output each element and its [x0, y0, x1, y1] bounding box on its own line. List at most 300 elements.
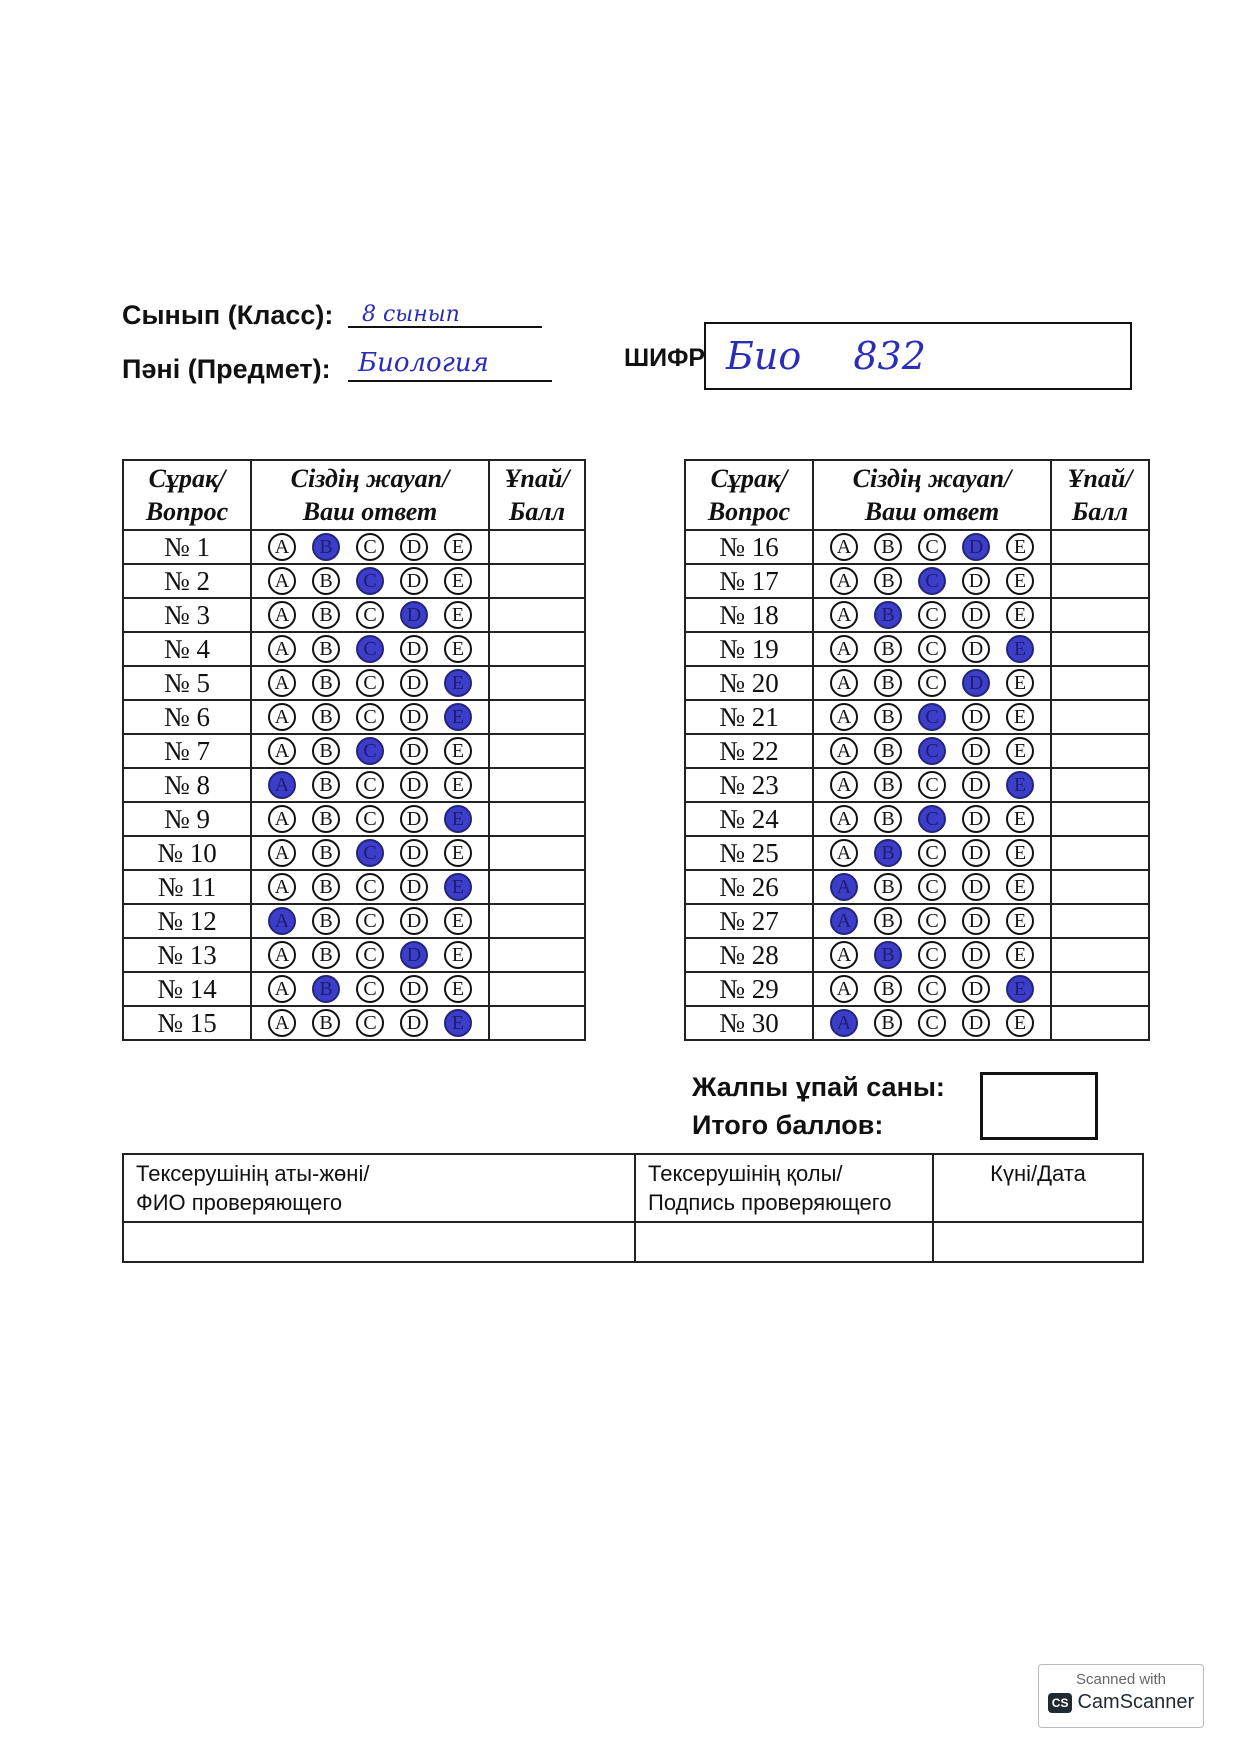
answer-options — [813, 972, 1051, 1006]
option-bubble-c[interactable]: C — [356, 601, 384, 629]
option-bubble-c[interactable]: C — [918, 941, 946, 969]
option-bubble-d[interactable]: D — [962, 601, 990, 629]
class-value[interactable]: 8 сынып — [362, 302, 460, 327]
option-bubble-c[interactable]: C — [918, 737, 946, 765]
score-cell[interactable] — [1051, 802, 1149, 836]
question-row — [123, 870, 585, 904]
option-bubble-d[interactable]: D — [400, 567, 428, 595]
option-bubble-b[interactable]: B — [312, 907, 340, 935]
option-bubble-e[interactable]: E — [444, 805, 472, 833]
option-bubble-e[interactable]: E — [1006, 771, 1034, 799]
option-bubble-d[interactable]: D — [962, 771, 990, 799]
answer-options — [251, 734, 489, 768]
answer-options — [813, 632, 1051, 666]
question-number: № 24 — [685, 802, 813, 836]
question-row — [123, 632, 585, 666]
option-bubble-c[interactable]: C — [356, 635, 384, 663]
answer-options — [251, 938, 489, 972]
option-bubble-d[interactable]: D — [400, 1009, 428, 1037]
option-bubble-a[interactable]: A — [830, 873, 858, 901]
option-bubble-d[interactable]: D — [400, 839, 428, 867]
option-bubble-e[interactable]: E — [1006, 907, 1034, 935]
answer-options — [251, 564, 489, 598]
option-bubble-c[interactable]: C — [356, 567, 384, 595]
answer-options — [813, 530, 1051, 564]
answer-options — [813, 938, 1051, 972]
score-cell[interactable] — [489, 836, 585, 870]
watermark-line1: Scanned with — [1075, 1671, 1167, 1688]
question-number: № 8 — [123, 768, 251, 802]
question-number: № 26 — [685, 870, 813, 904]
option-bubble-b[interactable]: B — [874, 703, 902, 731]
answer-options — [813, 904, 1051, 938]
question-row — [685, 836, 1149, 870]
option-bubble-e[interactable]: E — [444, 873, 472, 901]
signature-table — [122, 1153, 1144, 1263]
option-bubble-a[interactable]: A — [830, 737, 858, 765]
answer-options — [813, 870, 1051, 904]
answer-options — [251, 530, 489, 564]
question-number: № 27 — [685, 904, 813, 938]
option-bubble-b[interactable]: B — [874, 771, 902, 799]
option-bubble-e[interactable]: E — [444, 533, 472, 561]
option-bubble-a[interactable]: A — [268, 601, 296, 629]
score-cell[interactable] — [1051, 870, 1149, 904]
question-number: № 2 — [123, 564, 251, 598]
camscanner-watermark — [1038, 1664, 1204, 1728]
option-bubble-a[interactable]: A — [268, 737, 296, 765]
option-bubble-c[interactable]: C — [356, 1009, 384, 1037]
option-bubble-a[interactable]: A — [830, 703, 858, 731]
option-bubble-d[interactable]: D — [400, 669, 428, 697]
header-score: Ұпай/ Балл — [489, 460, 585, 530]
total-label-ru: Итого баллов: — [692, 1110, 884, 1140]
option-bubble-d[interactable]: D — [962, 1009, 990, 1037]
cipher-label: ШИФР — [624, 344, 706, 372]
option-bubble-a[interactable]: A — [268, 533, 296, 561]
inspector-name-header: Тексерушінің аты-жөні/ ФИО проверяющего — [123, 1154, 635, 1222]
option-bubble-c[interactable]: C — [356, 669, 384, 697]
option-bubble-d[interactable]: D — [962, 873, 990, 901]
score-cell[interactable] — [489, 938, 585, 972]
question-row — [123, 904, 585, 938]
score-cell[interactable] — [1051, 564, 1149, 598]
answer-options — [251, 802, 489, 836]
question-number: № 7 — [123, 734, 251, 768]
option-bubble-e[interactable]: E — [1006, 839, 1034, 867]
answer-options — [813, 768, 1051, 802]
score-cell[interactable] — [489, 1006, 585, 1040]
cipher-box[interactable] — [704, 322, 1132, 390]
option-bubble-d[interactable]: D — [400, 805, 428, 833]
question-number: № 16 — [685, 530, 813, 564]
option-bubble-a[interactable]: A — [268, 771, 296, 799]
option-bubble-b[interactable]: B — [874, 601, 902, 629]
option-bubble-b[interactable]: B — [312, 975, 340, 1003]
option-bubble-d[interactable]: D — [962, 907, 990, 935]
score-cell[interactable] — [489, 700, 585, 734]
option-bubble-c[interactable]: C — [356, 873, 384, 901]
option-bubble-d[interactable]: D — [400, 533, 428, 561]
question-number: № 6 — [123, 700, 251, 734]
question-number: № 9 — [123, 802, 251, 836]
option-bubble-d[interactable]: D — [962, 805, 990, 833]
option-bubble-a[interactable]: A — [268, 635, 296, 663]
option-bubble-e[interactable]: E — [1006, 635, 1034, 663]
option-bubble-b[interactable]: B — [312, 533, 340, 561]
answer-options — [813, 734, 1051, 768]
answer-table-right — [684, 459, 1150, 1041]
option-bubble-b[interactable]: B — [874, 907, 902, 935]
question-number: № 5 — [123, 666, 251, 700]
option-bubble-d[interactable]: D — [962, 703, 990, 731]
answer-options — [251, 1006, 489, 1040]
header-question: Сұрақ/ Вопрос — [123, 460, 251, 530]
option-bubble-e[interactable]: E — [1006, 669, 1034, 697]
score-cell[interactable] — [1051, 666, 1149, 700]
question-row — [685, 904, 1149, 938]
question-number: № 12 — [123, 904, 251, 938]
option-bubble-b[interactable]: B — [874, 873, 902, 901]
answer-options — [251, 666, 489, 700]
inspector-signature-field[interactable] — [635, 1222, 933, 1262]
header-score: Ұпай/ Балл — [1051, 460, 1149, 530]
option-bubble-b[interactable]: B — [874, 975, 902, 1003]
score-cell[interactable] — [489, 870, 585, 904]
option-bubble-e[interactable]: E — [1006, 873, 1034, 901]
option-bubble-e[interactable]: E — [444, 567, 472, 595]
option-bubble-b[interactable]: B — [874, 941, 902, 969]
subject-value[interactable]: Биология — [358, 348, 489, 378]
question-row — [685, 1006, 1149, 1040]
option-bubble-b[interactable]: B — [874, 533, 902, 561]
score-cell[interactable] — [1051, 972, 1149, 1006]
answer-options — [251, 904, 489, 938]
question-row — [123, 734, 585, 768]
option-bubble-e[interactable]: E — [444, 601, 472, 629]
option-bubble-e[interactable]: E — [444, 839, 472, 867]
answer-options — [813, 666, 1051, 700]
question-number: № 28 — [685, 938, 813, 972]
option-bubble-b[interactable]: B — [874, 805, 902, 833]
question-row — [123, 768, 585, 802]
option-bubble-e[interactable]: E — [1006, 805, 1034, 833]
option-bubble-c[interactable]: C — [918, 601, 946, 629]
answer-options — [813, 598, 1051, 632]
question-row — [685, 632, 1149, 666]
question-row — [685, 734, 1149, 768]
score-cell[interactable] — [489, 598, 585, 632]
option-bubble-b[interactable]: B — [312, 771, 340, 799]
option-bubble-c[interactable]: C — [356, 907, 384, 935]
option-bubble-d[interactable]: D — [400, 635, 428, 663]
score-cell[interactable] — [489, 768, 585, 802]
option-bubble-b[interactable]: B — [312, 1009, 340, 1037]
answer-options — [813, 836, 1051, 870]
option-bubble-b[interactable]: B — [312, 839, 340, 867]
option-bubble-d[interactable]: D — [962, 839, 990, 867]
option-bubble-c[interactable]: C — [918, 703, 946, 731]
option-bubble-b[interactable]: B — [312, 567, 340, 595]
answer-options — [813, 564, 1051, 598]
question-number: № 11 — [123, 870, 251, 904]
option-bubble-e[interactable]: E — [1006, 703, 1034, 731]
option-bubble-c[interactable]: C — [356, 975, 384, 1003]
question-number: № 20 — [685, 666, 813, 700]
score-cell[interactable] — [489, 564, 585, 598]
option-bubble-e[interactable]: E — [444, 703, 472, 731]
option-bubble-d[interactable]: D — [400, 873, 428, 901]
score-cell[interactable] — [1051, 598, 1149, 632]
option-bubble-e[interactable]: E — [1006, 1009, 1034, 1037]
option-bubble-c[interactable]: C — [918, 771, 946, 799]
option-bubble-d[interactable]: D — [962, 737, 990, 765]
option-bubble-c[interactable]: C — [356, 941, 384, 969]
question-row — [685, 666, 1149, 700]
option-bubble-e[interactable]: E — [1006, 601, 1034, 629]
option-bubble-d[interactable]: D — [962, 533, 990, 561]
question-number: № 29 — [685, 972, 813, 1006]
option-bubble-a[interactable]: A — [268, 839, 296, 867]
option-bubble-b[interactable]: B — [874, 1009, 902, 1037]
question-number: № 13 — [123, 938, 251, 972]
question-row — [123, 836, 585, 870]
score-cell[interactable] — [1051, 938, 1149, 972]
option-bubble-d[interactable]: D — [400, 975, 428, 1003]
question-number: № 14 — [123, 972, 251, 1006]
option-bubble-a[interactable]: A — [830, 669, 858, 697]
question-number: № 21 — [685, 700, 813, 734]
option-bubble-c[interactable]: C — [918, 873, 946, 901]
option-bubble-a[interactable]: A — [830, 771, 858, 799]
question-row — [685, 972, 1149, 1006]
answer-options — [251, 768, 489, 802]
option-bubble-a[interactable]: A — [268, 873, 296, 901]
score-cell[interactable] — [1051, 768, 1149, 802]
option-bubble-a[interactable]: A — [830, 941, 858, 969]
question-row — [123, 972, 585, 1006]
option-bubble-c[interactable]: C — [918, 567, 946, 595]
score-cell[interactable] — [1051, 700, 1149, 734]
score-cell[interactable] — [1051, 632, 1149, 666]
option-bubble-d[interactable]: D — [962, 635, 990, 663]
answer-options — [251, 632, 489, 666]
option-bubble-c[interactable]: C — [918, 907, 946, 935]
option-bubble-c[interactable]: C — [356, 805, 384, 833]
question-number: № 3 — [123, 598, 251, 632]
option-bubble-e[interactable]: E — [1006, 975, 1034, 1003]
question-row — [685, 598, 1149, 632]
option-bubble-a[interactable]: A — [830, 635, 858, 663]
total-score-box[interactable] — [980, 1072, 1098, 1140]
subject-label: Пәні (Предмет): — [122, 354, 331, 384]
score-cell[interactable] — [1051, 1006, 1149, 1040]
question-row — [123, 700, 585, 734]
question-row — [685, 700, 1149, 734]
question-row — [123, 802, 585, 836]
option-bubble-e[interactable]: E — [444, 975, 472, 1003]
watermark-brand: CamScanner — [1077, 1691, 1195, 1713]
question-row — [685, 768, 1149, 802]
option-bubble-c[interactable]: C — [356, 533, 384, 561]
option-bubble-b[interactable]: B — [874, 567, 902, 595]
answer-options — [813, 1006, 1051, 1040]
camscanner-logo-icon: CS — [1048, 1693, 1073, 1713]
score-cell[interactable] — [1051, 904, 1149, 938]
option-bubble-d[interactable]: D — [400, 771, 428, 799]
option-bubble-a[interactable]: A — [830, 975, 858, 1003]
question-row — [685, 870, 1149, 904]
option-bubble-a[interactable]: A — [830, 1009, 858, 1037]
option-bubble-b[interactable]: B — [312, 703, 340, 731]
question-row — [123, 938, 585, 972]
option-bubble-a[interactable]: A — [268, 907, 296, 935]
option-bubble-c[interactable]: C — [356, 771, 384, 799]
option-bubble-e[interactable]: E — [1006, 941, 1034, 969]
score-cell[interactable] — [489, 530, 585, 564]
option-bubble-a[interactable]: A — [268, 1009, 296, 1037]
answer-options — [251, 870, 489, 904]
option-bubble-e[interactable]: E — [444, 941, 472, 969]
question-row — [685, 564, 1149, 598]
cipher-value: Био 832 — [726, 334, 926, 378]
inspector-name-field[interactable] — [123, 1222, 635, 1262]
option-bubble-a[interactable]: A — [268, 941, 296, 969]
option-bubble-d[interactable]: D — [400, 941, 428, 969]
option-bubble-a[interactable]: A — [830, 839, 858, 867]
option-bubble-d[interactable]: D — [962, 567, 990, 595]
option-bubble-a[interactable]: A — [268, 567, 296, 595]
question-number: № 30 — [685, 1006, 813, 1040]
question-row — [685, 530, 1149, 564]
score-cell[interactable] — [1051, 836, 1149, 870]
option-bubble-b[interactable]: B — [312, 873, 340, 901]
option-bubble-a[interactable]: A — [830, 601, 858, 629]
answer-options — [251, 972, 489, 1006]
option-bubble-b[interactable]: B — [312, 737, 340, 765]
option-bubble-e[interactable]: E — [1006, 533, 1034, 561]
question-number: № 15 — [123, 1006, 251, 1040]
score-cell[interactable] — [489, 632, 585, 666]
question-number: № 19 — [685, 632, 813, 666]
option-bubble-a[interactable]: A — [268, 703, 296, 731]
answer-options — [251, 700, 489, 734]
option-bubble-b[interactable]: B — [874, 669, 902, 697]
option-bubble-c[interactable]: C — [918, 533, 946, 561]
option-bubble-c[interactable]: C — [356, 737, 384, 765]
option-bubble-a[interactable]: A — [830, 567, 858, 595]
option-bubble-e[interactable]: E — [444, 635, 472, 663]
option-bubble-b[interactable]: B — [312, 669, 340, 697]
answer-options — [251, 836, 489, 870]
option-bubble-c[interactable]: C — [356, 839, 384, 867]
option-bubble-d[interactable]: D — [400, 601, 428, 629]
question-number: № 10 — [123, 836, 251, 870]
question-number: № 4 — [123, 632, 251, 666]
option-bubble-b[interactable]: B — [312, 601, 340, 629]
class-label: Сынып (Класс): — [122, 300, 334, 330]
score-cell[interactable] — [1051, 734, 1149, 768]
option-bubble-c[interactable]: C — [918, 975, 946, 1003]
question-row — [123, 564, 585, 598]
question-row — [685, 802, 1149, 836]
total-label-kz: Жалпы ұпай саны: — [692, 1072, 945, 1102]
score-cell[interactable] — [489, 666, 585, 700]
subject-underline — [348, 380, 552, 382]
question-number: № 1 — [123, 530, 251, 564]
option-bubble-b[interactable]: B — [874, 737, 902, 765]
option-bubble-d[interactable]: D — [962, 941, 990, 969]
header-answer: Сіздің жауап/ Ваш ответ — [813, 460, 1051, 530]
total-label — [692, 1068, 945, 1144]
option-bubble-d[interactable]: D — [400, 737, 428, 765]
option-bubble-b[interactable]: B — [312, 805, 340, 833]
score-cell[interactable] — [489, 904, 585, 938]
answer-options — [813, 802, 1051, 836]
option-bubble-e[interactable]: E — [444, 669, 472, 697]
question-number: № 22 — [685, 734, 813, 768]
question-row — [123, 1006, 585, 1040]
score-cell[interactable] — [489, 734, 585, 768]
option-bubble-e[interactable]: E — [1006, 567, 1034, 595]
option-bubble-a[interactable]: A — [268, 975, 296, 1003]
option-bubble-e[interactable]: E — [444, 907, 472, 935]
question-number: № 25 — [685, 836, 813, 870]
option-bubble-c[interactable]: C — [918, 839, 946, 867]
option-bubble-e[interactable]: E — [1006, 737, 1034, 765]
answer-options — [813, 700, 1051, 734]
score-cell[interactable] — [489, 802, 585, 836]
date-field[interactable] — [933, 1222, 1143, 1262]
option-bubble-c[interactable]: C — [918, 805, 946, 833]
inspector-signature-header: Тексерушінің қолы/ Подпись проверяющего — [635, 1154, 933, 1222]
option-bubble-c[interactable]: C — [356, 703, 384, 731]
option-bubble-b[interactable]: B — [312, 635, 340, 663]
option-bubble-e[interactable]: E — [444, 1009, 472, 1037]
question-row — [123, 666, 585, 700]
option-bubble-a[interactable]: A — [830, 805, 858, 833]
header-question: Сұрақ/ Вопрос — [685, 460, 813, 530]
option-bubble-d[interactable]: D — [400, 703, 428, 731]
option-bubble-a[interactable]: A — [268, 805, 296, 833]
option-bubble-d[interactable]: D — [400, 907, 428, 935]
option-bubble-a[interactable]: A — [830, 907, 858, 935]
option-bubble-c[interactable]: C — [918, 1009, 946, 1037]
answer-table-left — [122, 459, 586, 1041]
question-row — [685, 938, 1149, 972]
option-bubble-b[interactable]: B — [874, 839, 902, 867]
answer-options — [251, 598, 489, 632]
option-bubble-d[interactable]: D — [962, 975, 990, 1003]
option-bubble-c[interactable]: C — [918, 669, 946, 697]
option-bubble-b[interactable]: B — [874, 635, 902, 663]
question-number: № 17 — [685, 564, 813, 598]
option-bubble-c[interactable]: C — [918, 635, 946, 663]
score-cell[interactable] — [489, 972, 585, 1006]
option-bubble-d[interactable]: D — [962, 669, 990, 697]
question-number: № 23 — [685, 768, 813, 802]
question-row — [123, 598, 585, 632]
option-bubble-b[interactable]: B — [312, 941, 340, 969]
score-cell[interactable] — [1051, 530, 1149, 564]
question-number: № 18 — [685, 598, 813, 632]
date-header: Күні/Дата — [933, 1154, 1143, 1222]
option-bubble-e[interactable]: E — [444, 737, 472, 765]
option-bubble-a[interactable]: A — [268, 669, 296, 697]
option-bubble-e[interactable]: E — [444, 771, 472, 799]
option-bubble-a[interactable]: A — [830, 533, 858, 561]
question-row — [123, 530, 585, 564]
